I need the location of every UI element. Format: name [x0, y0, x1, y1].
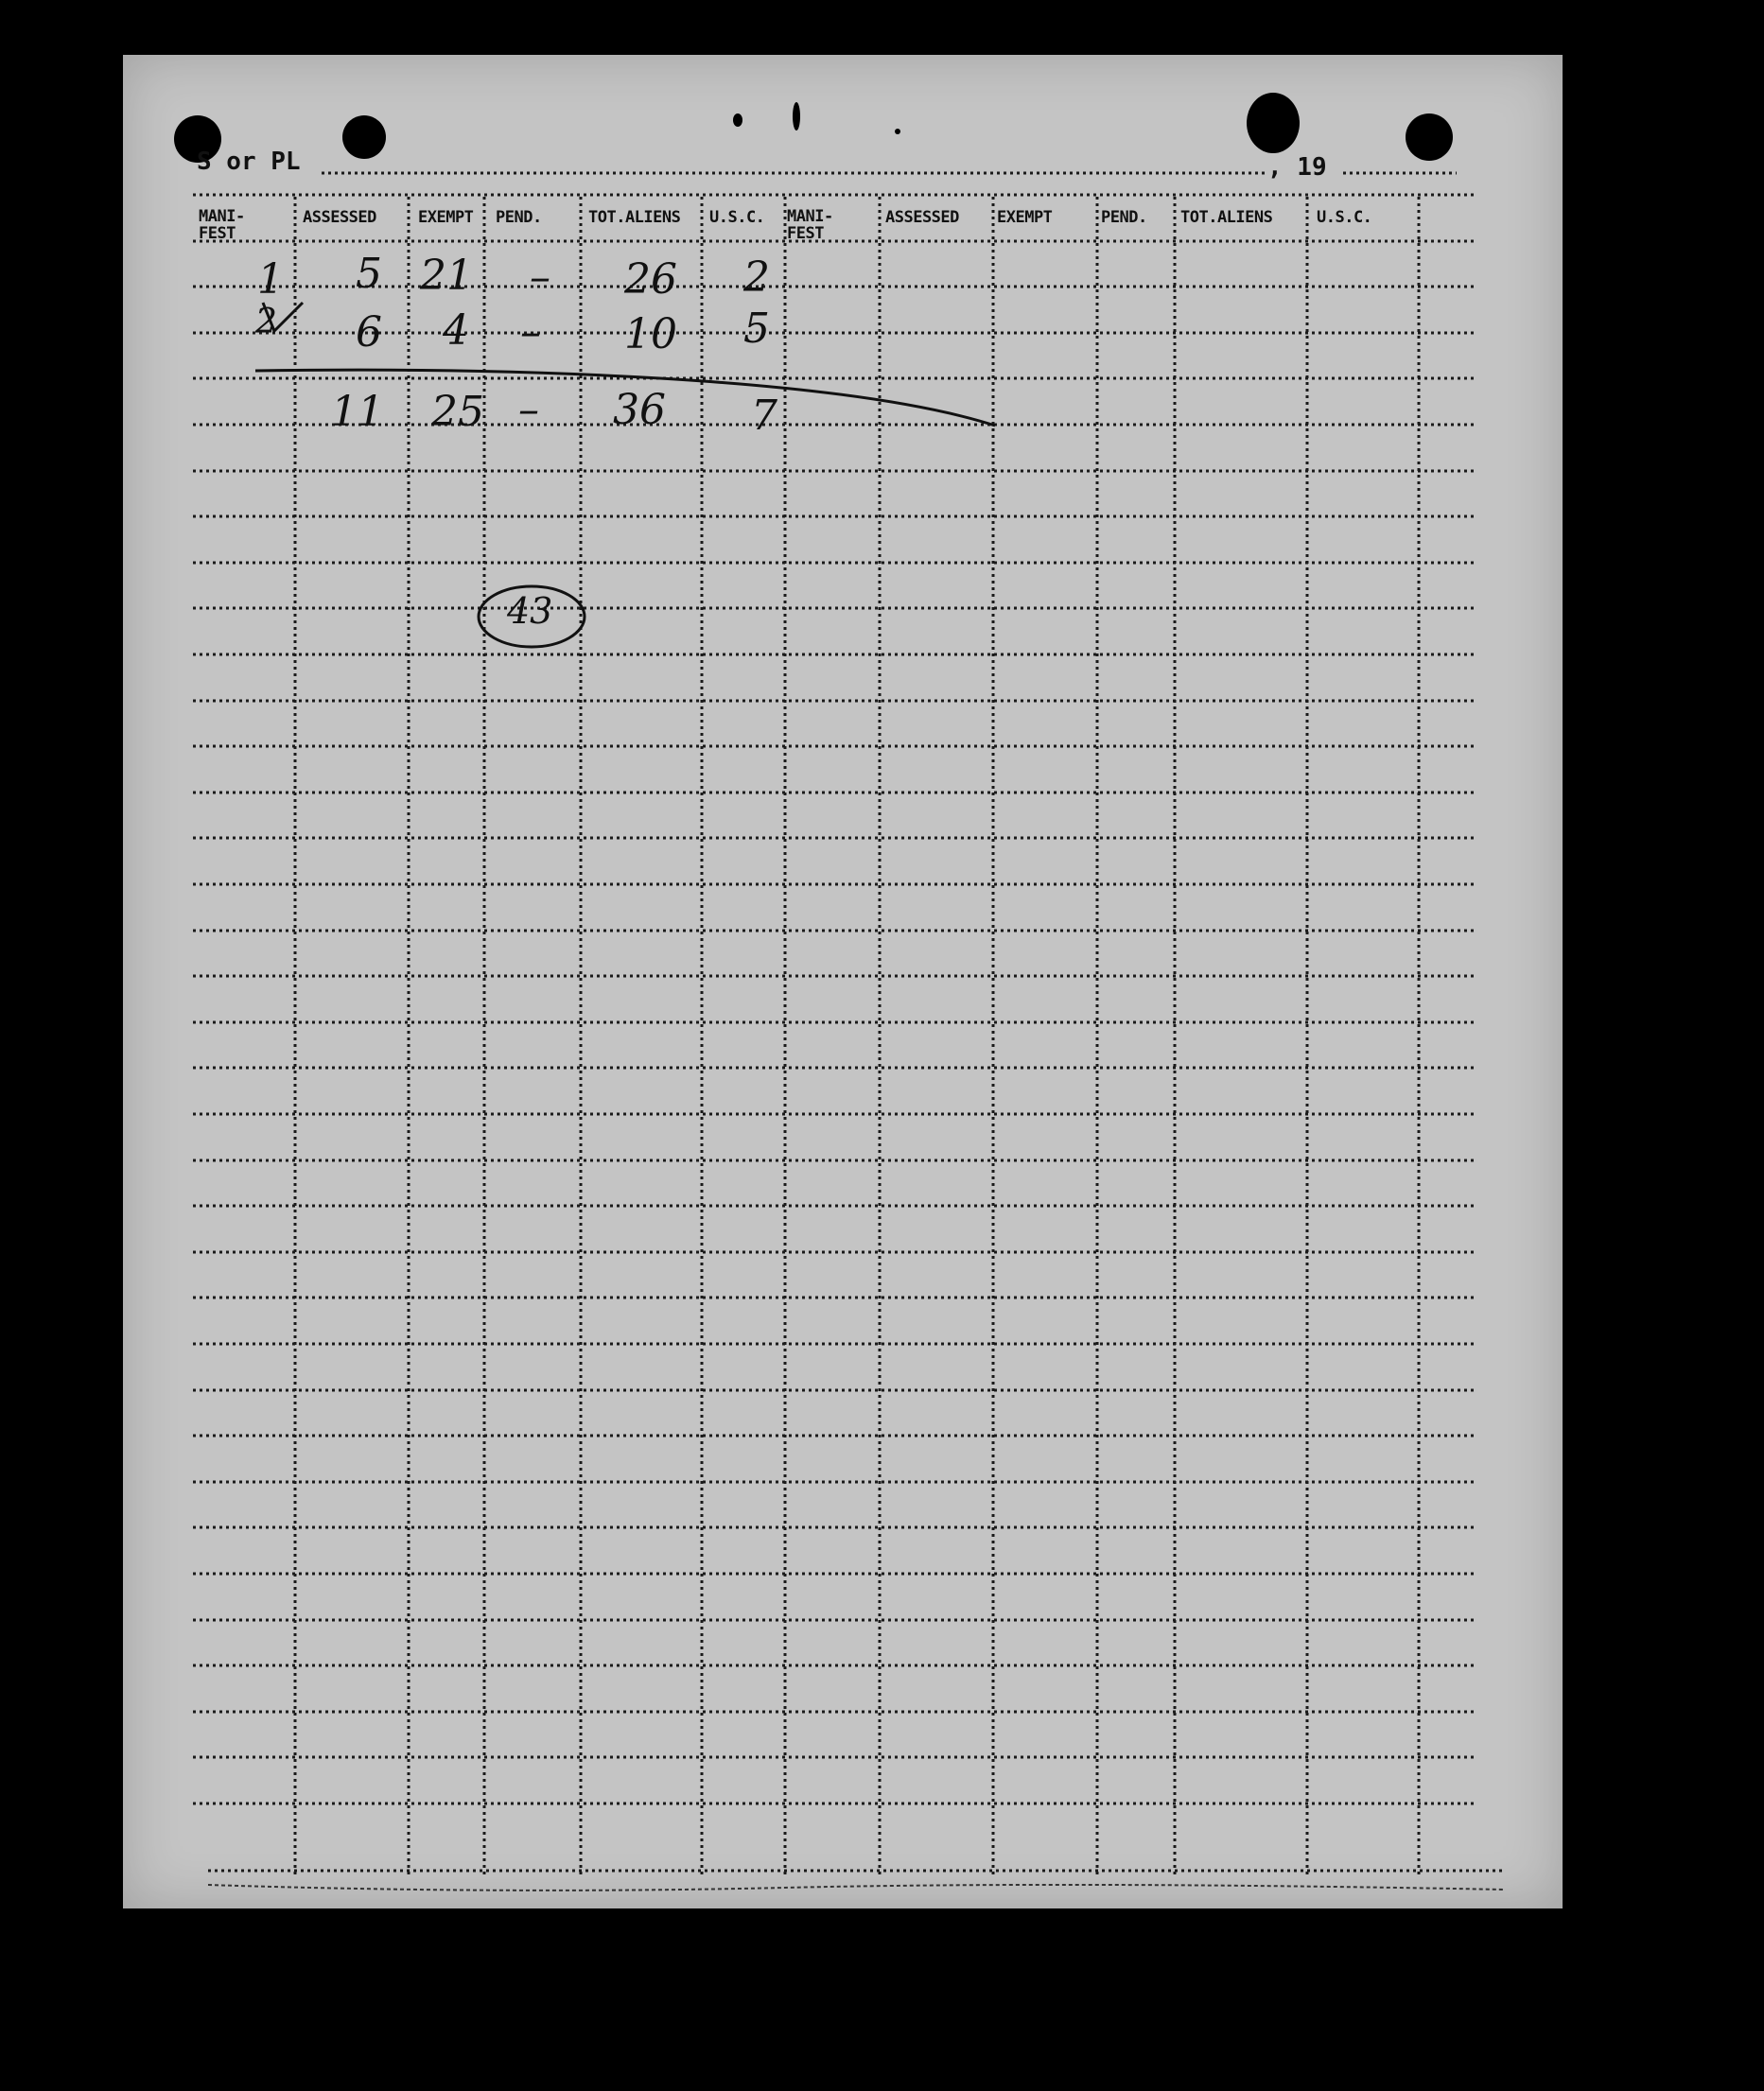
total-pend: –	[518, 386, 539, 434]
row2-assessed: 6	[356, 308, 382, 357]
total-assessed: 11	[331, 388, 384, 436]
row2-pend: –	[520, 308, 541, 357]
total-usc: 7	[751, 392, 777, 440]
col-header-pend: PEND.	[1101, 208, 1147, 227]
col-header-usc: U.S.C.	[709, 208, 765, 227]
row2-exempt: 4	[443, 306, 469, 355]
total-exempt: 25	[431, 388, 484, 436]
col-header-pend: PEND.	[496, 208, 542, 227]
col-header-assessed: ASSESSED	[885, 208, 959, 227]
col-header-tot-aliens: TOT.ALIENS	[588, 208, 681, 227]
form-sheet	[123, 55, 1563, 1908]
row1-manifest: 1	[257, 255, 284, 304]
form-prefix: S or PL	[197, 148, 301, 176]
row1-pend: –	[530, 253, 550, 302]
col-header-usc: U.S.C.	[1317, 208, 1372, 227]
col-header-manifest: MANI- FEST	[787, 207, 833, 243]
col-header-assessed: ASSESSED	[303, 208, 376, 227]
dotted-grid	[123, 55, 1563, 1908]
row2-tot-aliens: 10	[624, 310, 677, 358]
col-header-exempt: EXEMPT	[997, 208, 1053, 227]
row2-manifest: 2	[255, 303, 277, 341]
col-header-exempt: EXEMPT	[418, 208, 474, 227]
row1-exempt: 21	[420, 252, 473, 300]
row1-assessed: 5	[356, 250, 382, 298]
col-header-tot-aliens: TOT.ALIENS	[1180, 208, 1273, 227]
col-header-manifest: MANI- FEST	[199, 207, 245, 243]
row1-usc: 2	[743, 253, 770, 302]
year-prefix: , 19	[1267, 153, 1327, 182]
total-tot-aliens: 36	[613, 386, 666, 434]
row1-tot-aliens: 26	[624, 255, 677, 304]
circled-grand-total: 43	[507, 590, 553, 632]
row2-usc: 5	[743, 305, 770, 353]
